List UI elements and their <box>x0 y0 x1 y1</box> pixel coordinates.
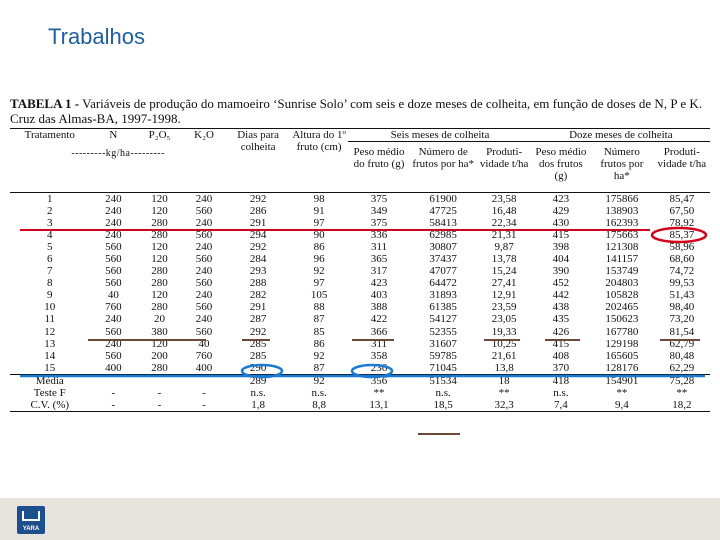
table-cell: 120 <box>151 240 168 253</box>
table-cell: 286 <box>249 204 267 217</box>
table-cell: 21,61 <box>491 349 517 362</box>
table-cell: 442 <box>552 289 570 302</box>
table-cell: ** <box>616 387 628 399</box>
table-cell: 10 <box>44 301 56 314</box>
table-cell: 97 <box>313 216 325 229</box>
table-cell: 58,96 <box>669 240 695 253</box>
header-num12: Número frutos por ha* <box>600 146 644 182</box>
table-cell: 128176 <box>605 361 639 374</box>
table-cell: 62,79 <box>669 337 695 350</box>
table-cell: 85,47 <box>669 192 695 205</box>
table-cell: 4 <box>47 228 53 241</box>
table-cell: n.s. <box>311 387 327 399</box>
table-cell: 560 <box>105 252 122 265</box>
table-cell: 292 <box>249 325 267 338</box>
table-cell <box>90 374 138 387</box>
table-cell: 400 <box>195 361 213 374</box>
table-cell: 20 <box>154 313 166 326</box>
table-cell: 240 <box>105 337 122 350</box>
table-cell: 291 <box>249 216 267 229</box>
table-cell: 403 <box>370 289 388 302</box>
table-row <box>10 387 710 399</box>
table-cell: 92 <box>313 265 325 278</box>
table-cell: 292 <box>249 240 267 253</box>
table-cell: 73,20 <box>669 313 695 326</box>
table-cell: 280 <box>151 301 168 314</box>
table-cell: 240 <box>105 313 122 326</box>
table-cell: 287 <box>249 313 267 326</box>
table-cell: 280 <box>151 228 168 241</box>
table-cell: 54127 <box>429 313 457 326</box>
table-cell: 560 <box>195 277 213 290</box>
table-cell: 560 <box>195 325 213 338</box>
table-cell: 418 <box>552 374 570 387</box>
table-cell: 760 <box>195 349 213 362</box>
table-cell: 175866 <box>605 192 639 205</box>
table-cell: 560 <box>105 277 122 290</box>
table-cell: 280 <box>151 277 168 290</box>
table-cell: 370 <box>552 361 570 374</box>
caption-label: TABELA 1 - <box>10 96 80 111</box>
table-cell: 62,29 <box>669 361 695 374</box>
table-cell: ** <box>676 387 688 399</box>
table-cell: 422 <box>370 313 388 326</box>
table-cell: 81,54 <box>669 325 695 338</box>
table-cell: 288 <box>249 277 267 290</box>
table-cell: 285 <box>249 337 267 350</box>
table-cell: n.s. <box>250 387 266 399</box>
table-cell: 438 <box>552 301 570 314</box>
table-cell: 560 <box>195 228 213 241</box>
table-cell: 120 <box>151 289 168 302</box>
table-cell: 85 <box>313 325 325 338</box>
table-cell: 121308 <box>605 240 639 253</box>
table-row <box>10 350 710 362</box>
table-cell: 59785 <box>429 349 457 362</box>
header-doze-meses: Doze meses de colheita <box>532 129 710 142</box>
table-cell: 282 <box>249 289 267 302</box>
table-cell: 435 <box>552 313 570 326</box>
table-cell: 37437 <box>429 252 457 265</box>
table-cell: 18,2 <box>672 399 692 412</box>
table-cell: 1 <box>47 192 53 205</box>
table-row <box>10 338 710 350</box>
footer-bar <box>0 498 720 540</box>
table-row <box>10 313 710 325</box>
table-cell: - <box>111 399 116 412</box>
table-cell: 61900 <box>429 192 457 205</box>
table-cell: 30807 <box>429 240 457 253</box>
table-cell: n.s. <box>553 387 569 399</box>
table-cell: 240 <box>105 204 122 217</box>
table-row <box>10 362 710 375</box>
header-k2o: K₂O <box>194 129 214 141</box>
table-cell: 375 <box>370 192 388 205</box>
table-cell: 429 <box>552 204 570 217</box>
table-cell: 88 <box>313 301 325 314</box>
table-cell: 240 <box>195 265 213 278</box>
table-cell: Média <box>35 374 64 387</box>
table-cell: 99,53 <box>669 277 695 290</box>
table-cell: 62985 <box>429 228 457 241</box>
table-cell: 92 <box>313 349 325 362</box>
table-cell: 9,4 <box>614 399 629 412</box>
table-cell: 8,8 <box>312 399 326 412</box>
table-cell: - <box>111 387 116 399</box>
table-cell: 75,28 <box>669 374 695 387</box>
table-row <box>10 192 710 205</box>
header-prod6: Produti- vidade t/ha <box>479 146 529 170</box>
table-cell: ** <box>498 387 510 399</box>
production-table <box>10 128 710 412</box>
header-peso6: Peso médio do fruto (g) <box>353 146 405 170</box>
table-cell: 13 <box>44 337 56 350</box>
table-cell: 560 <box>195 252 213 265</box>
table-row <box>10 289 710 301</box>
table-cell: 91 <box>313 204 325 217</box>
table-cell: 240 <box>105 216 122 229</box>
table-cell: 120 <box>151 192 168 205</box>
table-cell: 86 <box>313 240 325 253</box>
table-cell: 426 <box>552 325 570 338</box>
table-cell: ** <box>373 387 385 399</box>
table-row <box>10 399 710 412</box>
header-p2o5: P₂O₅ <box>148 129 171 141</box>
logo-text: YARA <box>22 526 40 532</box>
table-cell: 68,60 <box>669 252 695 265</box>
table-cell: 10,25 <box>491 337 517 350</box>
table-cell: 349 <box>370 204 388 217</box>
table-cell: 289 <box>249 374 267 387</box>
table-cell: 12,91 <box>491 289 517 302</box>
table-row <box>10 326 710 338</box>
table-cell: 423 <box>370 277 388 290</box>
table-cell: 167780 <box>605 325 639 338</box>
table-cell: 366 <box>370 325 388 338</box>
table-cell: 398 <box>552 240 570 253</box>
table-cell: - <box>157 387 162 399</box>
table-cell: 21,31 <box>491 228 517 241</box>
table-cell: 120 <box>151 204 168 217</box>
table-cell: 87 <box>313 361 325 374</box>
table-caption <box>10 96 710 126</box>
table-cell: 202465 <box>605 301 639 314</box>
table-cell: 31893 <box>429 289 457 302</box>
ship-icon <box>22 511 40 521</box>
table-cell: 47725 <box>429 204 457 217</box>
table-cell: 150623 <box>605 313 639 326</box>
table-row <box>10 265 710 277</box>
table-cell: 365 <box>370 252 388 265</box>
slide-title: Trabalhos <box>48 24 146 49</box>
table-cell: 129198 <box>605 337 639 350</box>
table-cell: 105828 <box>605 289 639 302</box>
header-kg-ha: ---------kg/ha--------- <box>71 147 165 159</box>
table-cell: 560 <box>105 349 122 362</box>
table-cell: 240 <box>105 228 122 241</box>
table-row <box>10 241 710 253</box>
table-cell: C.V. (%) <box>30 399 70 412</box>
table-row <box>10 374 710 387</box>
table-cell: 98 <box>313 192 325 205</box>
table-cell: 290 <box>249 361 267 374</box>
table-cell: 200 <box>151 349 168 362</box>
table-cell: 3 <box>47 216 53 229</box>
table-cell: 162393 <box>605 216 639 229</box>
table-cell: 236 <box>370 361 388 374</box>
table-cell: 317 <box>370 265 388 278</box>
table-cell: 52355 <box>429 325 457 338</box>
table-cell: 74,72 <box>669 265 695 278</box>
table-cell: 358 <box>370 349 388 362</box>
table-cell: 51,43 <box>669 289 695 302</box>
table-cell: 240 <box>195 192 213 205</box>
header-n: N <box>109 129 118 141</box>
table-cell: 14 <box>44 349 56 362</box>
table-cell: 7,4 <box>554 399 568 412</box>
table-cell: 311 <box>370 240 388 253</box>
table-cell: - <box>202 399 206 412</box>
table-cell: 61385 <box>429 301 457 314</box>
table-cell: 23,05 <box>491 313 517 326</box>
table-cell: 6 <box>47 252 53 265</box>
table-cell: 27,41 <box>491 277 517 290</box>
table-cell: 31607 <box>429 337 457 350</box>
table-row <box>10 277 710 289</box>
table-cell: 78,92 <box>669 216 695 229</box>
table-cell: 452 <box>552 277 570 290</box>
table-cell: 430 <box>552 216 570 229</box>
table-cell: 98,40 <box>669 301 695 314</box>
table-cell: 560 <box>195 204 213 217</box>
table-cell: 92 <box>313 374 325 387</box>
table-cell: 86 <box>313 337 325 350</box>
table-cell <box>182 374 227 387</box>
table-cell: 291 <box>249 301 267 314</box>
header-tratamento: Tratamento <box>24 129 75 141</box>
table-row <box>10 229 710 241</box>
table-cell: 280 <box>151 265 168 278</box>
table-cell: 240 <box>195 313 213 326</box>
table-row <box>10 217 710 229</box>
table-cell: 141157 <box>605 252 639 265</box>
table-cell: 292 <box>249 192 267 205</box>
header-altura: Altura do 1º fruto (cm) <box>292 129 346 153</box>
table-cell: 96 <box>313 252 325 265</box>
table-cell: 32,3 <box>494 399 514 412</box>
table-cell: 8 <box>47 277 53 290</box>
table-cell: 415 <box>552 228 570 241</box>
table-cell: 90 <box>313 228 325 241</box>
table-cell: 375 <box>370 216 388 229</box>
table-cell: 71045 <box>429 361 457 374</box>
table-cell: 12 <box>44 325 56 338</box>
table-cell: 284 <box>249 252 267 265</box>
table-cell: 388 <box>370 301 388 314</box>
table-cell: 23,58 <box>491 192 517 205</box>
table-cell: 9 <box>47 289 53 302</box>
table-row <box>10 205 710 217</box>
table-cell: 240 <box>105 192 122 205</box>
table-cell: 23,59 <box>491 301 517 314</box>
table-cell: 423 <box>552 192 570 205</box>
table-cell: 240 <box>195 240 213 253</box>
table-cell: 294 <box>249 228 267 241</box>
table-cell: 64472 <box>429 277 457 290</box>
table-cell: 138903 <box>605 204 639 217</box>
table-cell: 560 <box>105 325 122 338</box>
table-cell: 18 <box>498 374 510 387</box>
table-cell: 120 <box>151 337 168 350</box>
table-cell: 47077 <box>429 265 457 278</box>
table-cell: 22,34 <box>491 216 517 229</box>
table-cell: 336 <box>370 228 388 241</box>
table-cell: 40 <box>198 337 210 350</box>
table-cell: 85,37 <box>669 228 695 241</box>
table-cell: 560 <box>105 265 122 278</box>
table-cell: 51534 <box>429 374 457 387</box>
table-cell: 11 <box>44 313 56 326</box>
table-cell: 760 <box>105 301 122 314</box>
header-dias: Dias para colheita <box>237 129 280 153</box>
table-cell: 13,78 <box>491 252 517 265</box>
table-cell: 5 <box>47 240 53 253</box>
table-cell: 560 <box>195 301 213 314</box>
table-cell: 154901 <box>605 374 639 387</box>
table-cell: 390 <box>552 265 570 278</box>
table-cell: 240 <box>195 289 213 302</box>
table-cell: 2 <box>47 204 53 217</box>
table-cell: 204803 <box>605 277 639 290</box>
table-cell: 280 <box>151 216 168 229</box>
table-cell: 415 <box>552 337 570 350</box>
table-cell: 105 <box>310 289 328 302</box>
table-cell: 408 <box>552 349 570 362</box>
header-seis-meses: Seis meses de colheita <box>348 129 531 142</box>
table-cell: - <box>157 399 162 412</box>
yara-logo <box>17 506 45 534</box>
caption-text: Variáveis de produção do mamoeiro ‘Sunrise Solo’ com seis e doze meses de colheita, em função de doses de N, P e K. Cruz das Almas-BA, 1997-1998. <box>10 96 702 126</box>
table-cell: 9,87 <box>494 240 514 253</box>
table-cell: 80,48 <box>669 349 695 362</box>
table-cell: 87 <box>313 313 325 326</box>
table-cell: 380 <box>151 325 168 338</box>
table-cell: 19,33 <box>491 325 517 338</box>
table-cell: 356 <box>370 374 388 387</box>
table-cell: 165605 <box>605 349 639 362</box>
table-cell: 97 <box>313 277 325 290</box>
table-cell: - <box>202 387 206 399</box>
table-cell: 67,50 <box>669 204 695 217</box>
table-cell: 15,24 <box>491 265 517 278</box>
table-cell: 285 <box>249 349 267 362</box>
table-cell: n.s. <box>435 387 451 399</box>
table-cell: 153749 <box>605 265 639 278</box>
table-cell: 240 <box>195 216 213 229</box>
table-cell: 120 <box>151 252 168 265</box>
table-cell: 293 <box>249 265 267 278</box>
table-cell: 13,1 <box>369 399 389 412</box>
table-cell: Teste F <box>33 387 66 399</box>
table-cell: 58413 <box>429 216 457 229</box>
table-cell: 311 <box>370 337 388 350</box>
table-cell: 16,48 <box>491 204 517 217</box>
header-prod12: Produti- vidade t/ha <box>657 146 707 170</box>
table-cell <box>137 374 182 387</box>
table-cell: 404 <box>552 252 570 265</box>
table-cell: 15 <box>44 361 56 374</box>
table-cell: 400 <box>105 361 122 374</box>
table-row <box>10 253 710 265</box>
table-cell: 560 <box>105 240 122 253</box>
table-cell: 18,5 <box>433 399 453 412</box>
table-cell: 280 <box>151 361 168 374</box>
table-cell: 40 <box>107 289 119 302</box>
table-cell: 7 <box>47 265 53 278</box>
table-cell: 175663 <box>605 228 639 241</box>
header-num6: Número de frutos por ha* <box>412 146 475 170</box>
header-peso12: Peso médio dos frutos (g) <box>535 146 587 182</box>
table-cell: 13,8 <box>494 361 514 374</box>
table-cell: 1,8 <box>251 399 265 412</box>
table-row <box>10 301 710 313</box>
